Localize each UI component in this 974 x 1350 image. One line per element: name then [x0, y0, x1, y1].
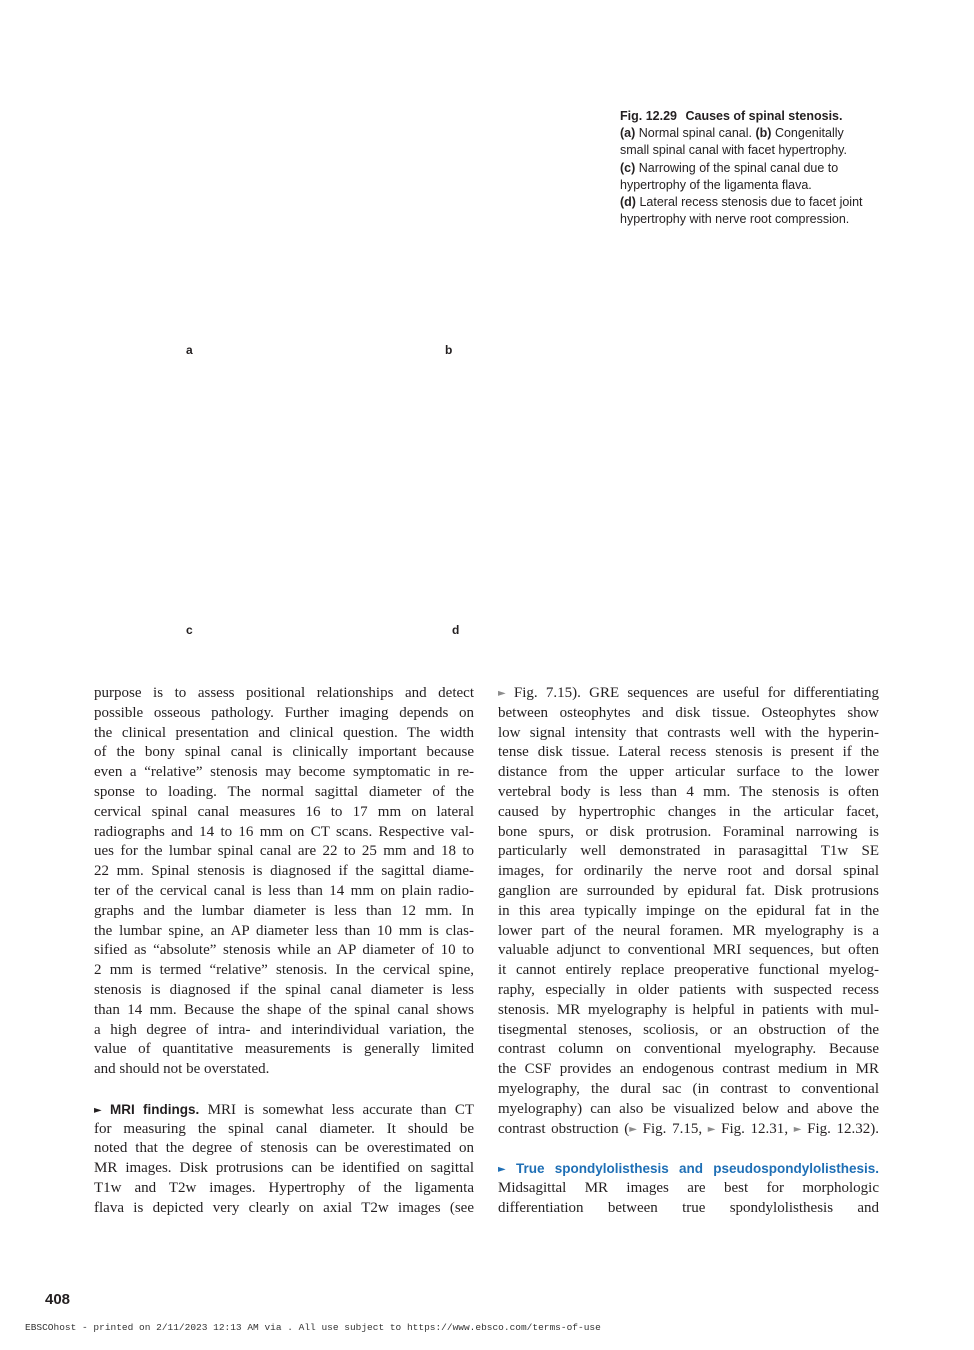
text-line: [498, 1159, 879, 1179]
panel-label-c: c: [186, 623, 193, 637]
figure-reference-link[interactable]: Fig. 12.31: [721, 1120, 785, 1137]
line-text: MRI is somewhat less accurate than CT: [207, 1101, 475, 1118]
paragraph: [498, 684, 879, 1139]
text-line: caused by hypertrophic changes in the articular facet,: [498, 803, 879, 820]
text-line: the lumbar spine, an AP diameter less than 10 mm is clas-: [94, 922, 474, 939]
section-marker-icon: ►: [94, 1104, 102, 1116]
text-line: myelography, the dural sac (in contrast to conventional: [498, 1080, 879, 1097]
caption-line: [620, 194, 890, 211]
caption-key-c: (c): [620, 160, 636, 175]
text-line: 2 mm is termed “relative” stenosis. In the cervical spine,: [94, 962, 474, 979]
text-line: between osteophytes and disk tissue. Osteophytes show: [498, 704, 879, 721]
caption-key-a: (a): [620, 126, 636, 141]
text-line: [94, 1100, 474, 1120]
body-column-left: [94, 684, 474, 1219]
caption-key-b: (b): [755, 126, 772, 141]
line-text: contrast obstruction (: [498, 1120, 630, 1137]
text-line: [498, 1120, 879, 1140]
text-line: flava is depicted very clearly on axial T2w images (see: [94, 1199, 474, 1216]
text-line: [498, 684, 879, 704]
text-line: lower part of the neural foramen. MR myelography is a: [498, 922, 879, 939]
reference-separator: ,: [698, 1120, 703, 1137]
body-column-right: [498, 684, 879, 1219]
text-line: sponse to loading. The normal sagittal diameter of the: [94, 783, 474, 800]
text-line: cervical spinal canal measures 16 to 17 mm on lateral: [94, 803, 474, 820]
text-line: bone spurs, or disk protrusion. Foraminal narrowing is: [498, 823, 879, 840]
text-line: for measuring the spinal canal diameter. It should be: [94, 1120, 474, 1137]
text-line: graphs and the lumbar diameter is less than 12 mm. In: [94, 902, 474, 919]
text-line: the clinical presentation and clinical question. The width: [94, 724, 474, 741]
text-line: purpose is to assess positional relationships and detect: [94, 685, 474, 701]
caption-line: [620, 108, 890, 125]
text-line: contrast column on conventional myelography. Because: [498, 1041, 879, 1058]
text-line: stenosis. MR myelography is helpful in patients with mul-: [498, 1001, 879, 1018]
footer-print-notice: EBSCOhost - printed on 2/11/2023 12:13 AM via . All use subject to https://www.ebsco.com/terms-of-use: [25, 1322, 601, 1333]
paragraph: [94, 1100, 474, 1219]
text-line: Midsagittal MR images are best for morphologic: [498, 1179, 879, 1196]
text-line: differentiation between true spondylolisthesis and: [498, 1199, 879, 1216]
section-marker-icon: ►: [498, 1164, 506, 1176]
figure-reference-link[interactable]: Fig. 12.32: [807, 1120, 871, 1137]
figure-panel-c: [94, 380, 294, 610]
caption-line: [620, 125, 890, 142]
caption-line: [620, 160, 890, 177]
text-line: 22 mm. Spinal stenosis is diagnosed if the sagittal diame-: [94, 863, 474, 880]
figure-title: Causes of spinal stenosis.: [685, 109, 843, 123]
figure-panel-a: [94, 110, 294, 340]
cross-reference-arrow-icon: ►: [707, 1123, 716, 1135]
text-line: it cannot entirely replace preoperative functional myelog-: [498, 962, 879, 979]
panel-label-d: d: [452, 623, 460, 637]
paragraph: [498, 1159, 879, 1218]
page-number: 408: [45, 1291, 71, 1308]
caption-text: Normal spinal canal.: [638, 126, 753, 141]
figure-panel-b: [350, 110, 550, 340]
text-line: MR images. Disk protrusions can be identified on sagittal: [94, 1160, 474, 1177]
cross-reference-arrow-icon: ►: [498, 688, 506, 699]
caption-text: Lateral recess stenosis due to facet joint: [639, 194, 863, 209]
text-line: valuable adjunct to conventional MRI sequences, but often: [498, 942, 879, 959]
paragraph: [94, 684, 474, 1080]
text-line: than 14 mm. Because the shape of the spinal canal shows: [94, 1001, 474, 1018]
text-line: T1w and T2w images. Hypertrophy of the ligamenta: [94, 1179, 474, 1196]
text-line: vertebral body is less than 4 mm. The stenosis is often: [498, 783, 879, 800]
text-line: sified as “absolute” stenosis while an AP diameter of 10 to: [94, 942, 474, 959]
text-line: and should not be overstated.: [94, 1061, 270, 1078]
figure-caption: [620, 108, 890, 228]
text-line: distance from the upper articular surface to the lower: [498, 764, 879, 781]
text-line: in this area typically impinge on the epidural fat in the: [498, 902, 879, 919]
figure-label: Fig. 12.29: [620, 109, 677, 123]
line-text: ).: [870, 1120, 880, 1137]
text-line: radiographs and 14 to 16 mm on CT scans. Respective val-: [94, 823, 474, 840]
reference-separator: ,: [784, 1120, 789, 1137]
text-line: stenosis is diagnosed if the spinal canal diameter is less: [94, 981, 474, 998]
line-text: ). GRE sequences are useful for differentiating: [572, 685, 879, 701]
panel-label-a: a: [186, 343, 193, 357]
text-line: even a “relative” stenosis may become symptomatic in re-: [94, 764, 474, 781]
text-line: ganglion are surrounded by epidural fat. Disk protrusions: [498, 882, 879, 899]
text-line: tense disk tissue. Lateral recess stenosis is present if the: [498, 744, 879, 761]
text-line: a high degree of intra- and interindividual variation, the: [94, 1021, 474, 1038]
cross-reference-arrow-icon: ►: [629, 1123, 637, 1135]
text-line: possible osseous pathology. Further imaging depends on: [94, 704, 474, 721]
caption-text: Narrowing of the spinal canal due to: [638, 160, 839, 175]
figure-panel-d: [350, 380, 550, 610]
text-line: of the bony spinal canal is clinically important because: [94, 744, 474, 761]
text-line: images, for ordinarily the nerve root and dorsal spinal: [498, 863, 879, 880]
caption-line: hypertrophy of the ligamenta flava.: [620, 177, 812, 192]
panel-label-b: b: [445, 343, 453, 357]
text-line: low signal intensity that contrasts well with the hyperin-: [498, 724, 879, 741]
text-line: myelography) can also be visualized below and above the: [498, 1100, 879, 1117]
text-line: raphy, especially in older patients with suspected recess: [498, 981, 879, 998]
text-line: ter of the cervical canal is less than 14 mm on plain radio-: [94, 882, 474, 899]
caption-text: Congenitally: [774, 126, 844, 141]
caption-line: hypertrophy with nerve root compression.: [620, 212, 850, 227]
run-in-heading: MRI findings.: [110, 1101, 200, 1117]
text-line: value of quantitative measurements is generally limited: [94, 1041, 474, 1058]
caption-key-d: (d): [620, 194, 636, 209]
run-in-heading: True spondylolisthesis and pseudospondylolisthesis.: [515, 1161, 879, 1177]
caption-line: small spinal canal with facet hypertrophy.: [620, 143, 847, 158]
text-line: tisegmental stenoses, scoliosis, or an obstruction of the: [498, 1021, 879, 1038]
figure-reference-link[interactable]: Fig. 7.15: [642, 1120, 699, 1137]
figure-reference-link[interactable]: Fig. 7.15: [513, 685, 573, 701]
text-line: the CSF provides an endogenous contrast medium in MR: [498, 1061, 879, 1078]
text-line: noted that the degree of stenosis can be overestimated on: [94, 1140, 474, 1157]
text-line: ues for the lumbar spinal canal are 22 to 25 mm and 18 to: [94, 843, 474, 860]
cross-reference-arrow-icon: ►: [793, 1123, 802, 1135]
text-line: particularly well demonstrated in parasagittal T1w SE: [498, 843, 879, 860]
